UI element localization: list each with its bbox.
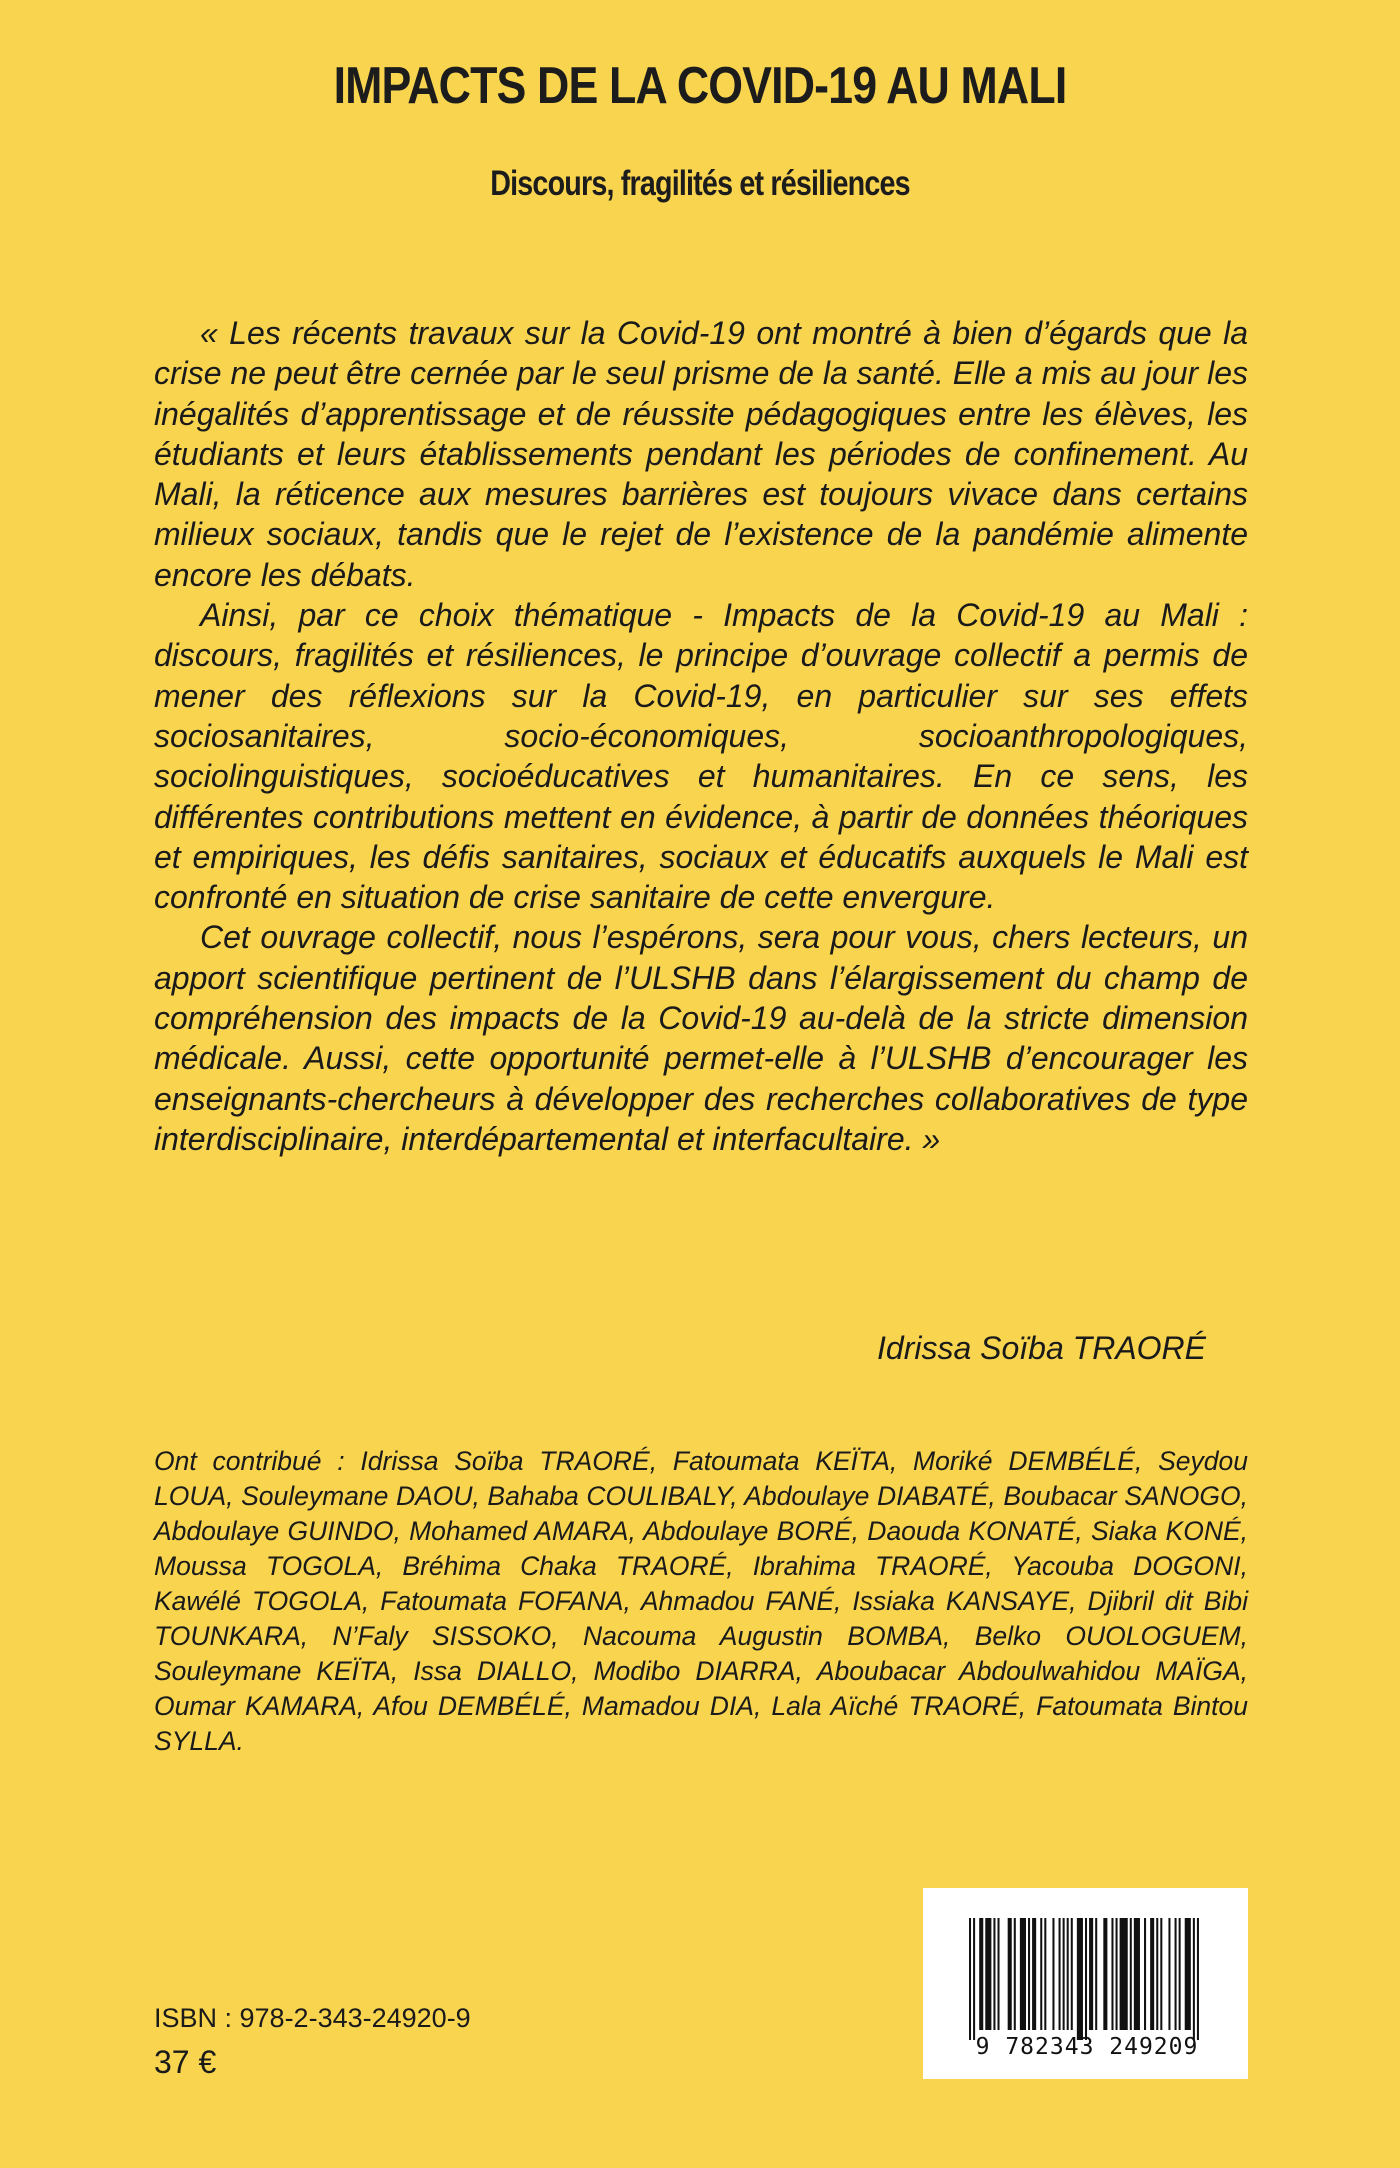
contributors-list: Ont contribué : Idrissa Soïba TRAORÉ, Fatoumata KEÏTA, Moriké DEMBÉLÉ, Seydou LOUA, Souleymane DAOU, Bahaba COULIBALY, Abdoulaye DIABATÉ, Boubacar SANOGO, Abdoulaye GUINDO, Mohamed AMARA, Abdoulaye BORÉ, Daouda KONATÉ, Siaka KONÉ, Moussa TOGOLA, Bréhima Chaka TRAORÉ, Ibrahima TRAORÉ, Yacouba DOGONI, Kawélé TOGOLA, Fatoumata FOFANA, Ahmadou FANÉ, Issiaka KANSAYE, Djibril dit Bibi TOUNKARA, N’Faly SISSOKO, Nacouma Augustin BOMBA, Belko OUOLOGUEM, Souleymane KEÏTA, Issa DIALLO, Modibo DIARRA, Aboubacar Abdoulwahidou MAÏGA, Oumar KAMARA, Afou DEMBÉLÉ, Mamadou DIA, Lala Aïché TRAORÉ, Fatoumata Bintou SYLLA.	[154, 1446, 1248, 1756]
barcode-bar	[1111, 1918, 1113, 2030]
barcode-bar	[1020, 1918, 1026, 2030]
barcode-bar	[1040, 1918, 1042, 2030]
barcode-bar	[1032, 1918, 1036, 2030]
barcode-bar	[1197, 1918, 1199, 2040]
barcode-bar	[1193, 1918, 1195, 2040]
barcode-bar	[1044, 1918, 1046, 2030]
barcode-bar	[1179, 1918, 1181, 2030]
barcode-bar	[973, 1918, 975, 2040]
book-subtitle: Discours, fragilités et résiliences	[490, 164, 910, 203]
barcode-bar	[1063, 1918, 1065, 2030]
barcode-bar	[985, 1918, 991, 2030]
barcode-bar	[1185, 1918, 1191, 2030]
barcode-bar	[1085, 1918, 1087, 2040]
barcode-bar	[1130, 1918, 1132, 2030]
barcode-bar	[1156, 1918, 1158, 2030]
barcode-bar	[1008, 1918, 1012, 2030]
barcode-bar	[1134, 1918, 1140, 2030]
author-signature: Idrissa Soïba TRAORÉ	[877, 1330, 1206, 1366]
blurb-paragraph-2: Ainsi, par ce choix thématique - Impacts de la Covid-19 au Mali : discours, fragilités et résiliences, le principe d’ouvrage collectif a permis de mener des réflexions sur la Covid-19, en particulier sur ses effets sociosanitaires, socio-économiques, socioanthropologiques, sociolinguistiques, socioéducatives et humanitaires. En ce sens, les différentes contributions mettent en évidence, à partir de données théoriques et empiriques, les défis sanitaires, sociaux et éducatifs auxquels le Mali est confronté en situation de crise sanitaire de cette envergure.	[154, 597, 1248, 916]
barcode-bar	[1071, 1918, 1073, 2030]
blurb-paragraph-1: « Les récents travaux sur la Covid-19 ont montré à bien d’égards que la crise ne peut être cernée par le seul prisme de la santé. Elle a mis au jour les inégalités d’apprentissage et de réussite pédagogiques entre les élèves, les étudiants et leurs établissements pendant les périodes de confinement. Au Mali, la réticence aux mesures barrières est toujours vivace dans certains milieux sociaux, tandis que le rejet de l’existence de la pandémie alimente encore les débats.	[154, 315, 1248, 593]
isbn-label: ISBN : 978-2-343-24920-9	[154, 2003, 471, 2033]
barcode-bar	[1095, 1918, 1097, 2030]
barcode-bar	[1144, 1918, 1146, 2030]
barcode-bar	[1067, 1918, 1069, 2030]
barcode-bar	[1120, 1918, 1128, 2030]
barcode-bar	[1168, 1918, 1170, 2030]
barcode-bar	[1028, 1918, 1030, 2030]
barcode-bar	[1150, 1918, 1154, 2030]
barcode-bar	[1014, 1918, 1016, 2030]
barcode-bar	[1103, 1918, 1107, 2030]
barcode-bar	[1116, 1918, 1118, 2030]
barcode-digits: 9 782343 249209	[975, 2034, 1199, 2060]
barcode-bar	[997, 1918, 999, 2030]
back-cover-blurb	[154, 313, 1248, 1159]
barcode-bars	[969, 1918, 1201, 2040]
barcode-bar	[969, 1918, 971, 2040]
barcode-bar	[1077, 1918, 1083, 2040]
price-label: 37 €	[154, 2044, 217, 2080]
barcode-bar	[1089, 1918, 1093, 2030]
barcode-bar	[979, 1918, 983, 2030]
barcode-bar	[1160, 1918, 1162, 2030]
barcode-bar	[993, 1918, 995, 2030]
barcode-bar	[1175, 1918, 1177, 2030]
barcode-bar	[1052, 1918, 1054, 2030]
blurb-paragraph-3: Cet ouvrage collectif, nous l’espérons, sera pour vous, chers lecteurs, un apport scientifique pertinent de l’ULSHB dans l’élargissement du champ de compréhension des impacts de la Covid-19 au-delà de la stricte dimension médicale. Aussi, cette opportunité permet-elle à l’ULSHB d’encourager les enseignants-chercheurs à développer des recherches collaboratives de type interdisciplinaire, interdépartemental et interfacultaire. »	[154, 919, 1248, 1157]
book-title: IMPACTS DE LA COVID-19 AU MALI	[333, 57, 1067, 115]
barcode-bar	[1059, 1918, 1061, 2030]
barcode-panel	[923, 1888, 1248, 2079]
